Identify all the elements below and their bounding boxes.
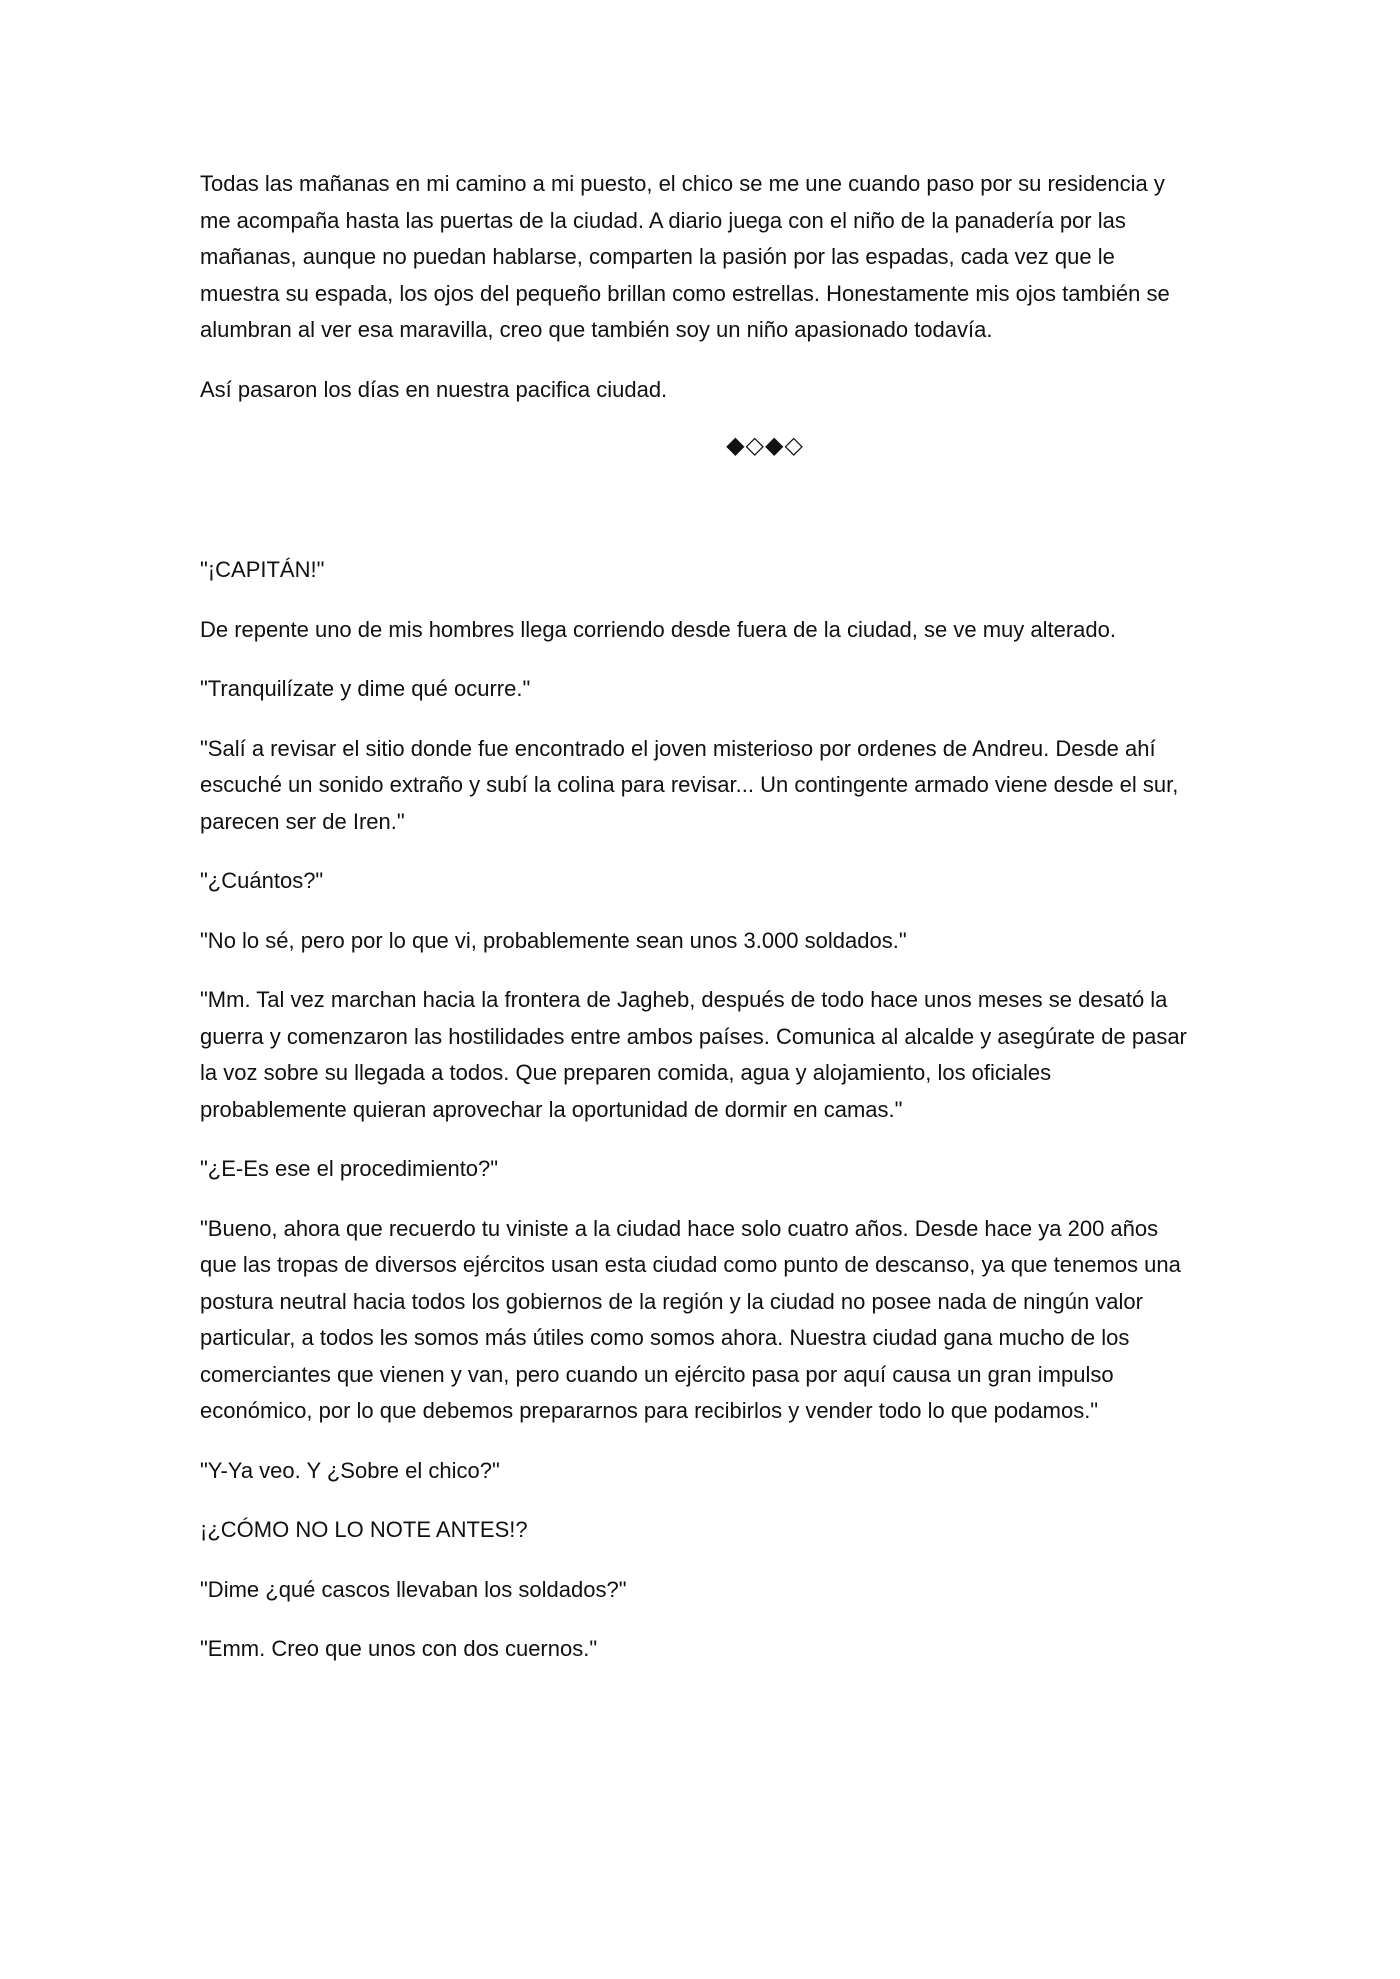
dialogue-line: "Bueno, ahora que recuerdo tu viniste a la ciudad hace solo cuatro años. Desde hace ya 200 años que las tropas de diversos ejércitos usan esta ciudad como punto de descanso, ya que tenemos una postura neutral hacia todos los gobiernos de la región y la ciudad no posee nada de ningún valor particular, a todos les somos más útiles como somos ahora. Nuestra ciudad gana mucho de los comerciantes que vienen y van, pero cuando un ejército pasa por aquí causa un gran impulso económico, por lo que debemos prepararnos para recibirlos y vender todo lo que podamos." — [200, 1215, 1181, 1423]
dialogue-line: "Salí a revisar el sitio donde fue encontrado el joven misterioso por ordenes de Andreu. Desde ahí escuché un sonido extraño y subí la colina para revisar... Un contingente armado viene desde el sur, parecen ser de Iren." — [200, 735, 1179, 834]
dialogue-line: "Emm. Creo que unos con dos cuernos." — [200, 1636, 598, 1661]
dialogue-line: "Tranquilízate y dime qué ocurre." — [200, 676, 531, 701]
dialogue-line: "¿Cuántos?" — [200, 868, 324, 893]
dialogue-line: "Mm. Tal vez marchan hacia la frontera de Jagheb, después de todo hace unos meses se desató la guerra y comenzaron las hostilidades entre ambos países. Comunica al alcalde y asegúrate de pasar la voz sobre su llegada a todos. Que preparen comida, agua y alojamiento, los oficiales probablemente quieran aprovechar la oportunidad de dormir en camas." — [200, 987, 1187, 1122]
dialogue-line: "¡CAPITÁN!" — [200, 557, 325, 582]
dialogue-line: "Dime ¿qué cascos llevaban los soldados?" — [200, 1576, 627, 1602]
paragraph: ¡¿CÓMO NO LO NOTE ANTES!? — [200, 1517, 528, 1542]
paragraph: Así pasaron los días en nuestra pacifica ciudad. — [200, 376, 668, 402]
paragraph: De repente uno de mis hombres llega corriendo desde fuera de la ciudad, se ve muy alterado. — [200, 616, 1116, 642]
section-separator: ◆◇◆◇ — [726, 431, 804, 459]
dialogue-line: "¿E-Es ese el procedimiento?" — [200, 1156, 499, 1181]
dialogue-line: "No lo sé, pero por lo que vi, probablemente sean unos 3.000 soldados." — [200, 927, 907, 953]
paragraph: Todas las mañanas en mi camino a mi puesto, el chico se me une cuando paso por su residencia y me acompaña hasta las puertas de la ciudad. A diario juega con el niño de la panadería por las mañanas, aunque no puedan hablarse, comparten la pasión por las espadas, cada vez que le muestra su espada, los ojos del pequeño brillan como estrellas. Honestamente mis ojos también se alumbran al ver esa maravilla, creo que también soy un niño apasionado todavía. — [200, 171, 1170, 342]
document-page — [200, 166, 1200, 1691]
dialogue-line: "Y-Ya veo. Y ¿Sobre el chico?" — [200, 1457, 500, 1483]
